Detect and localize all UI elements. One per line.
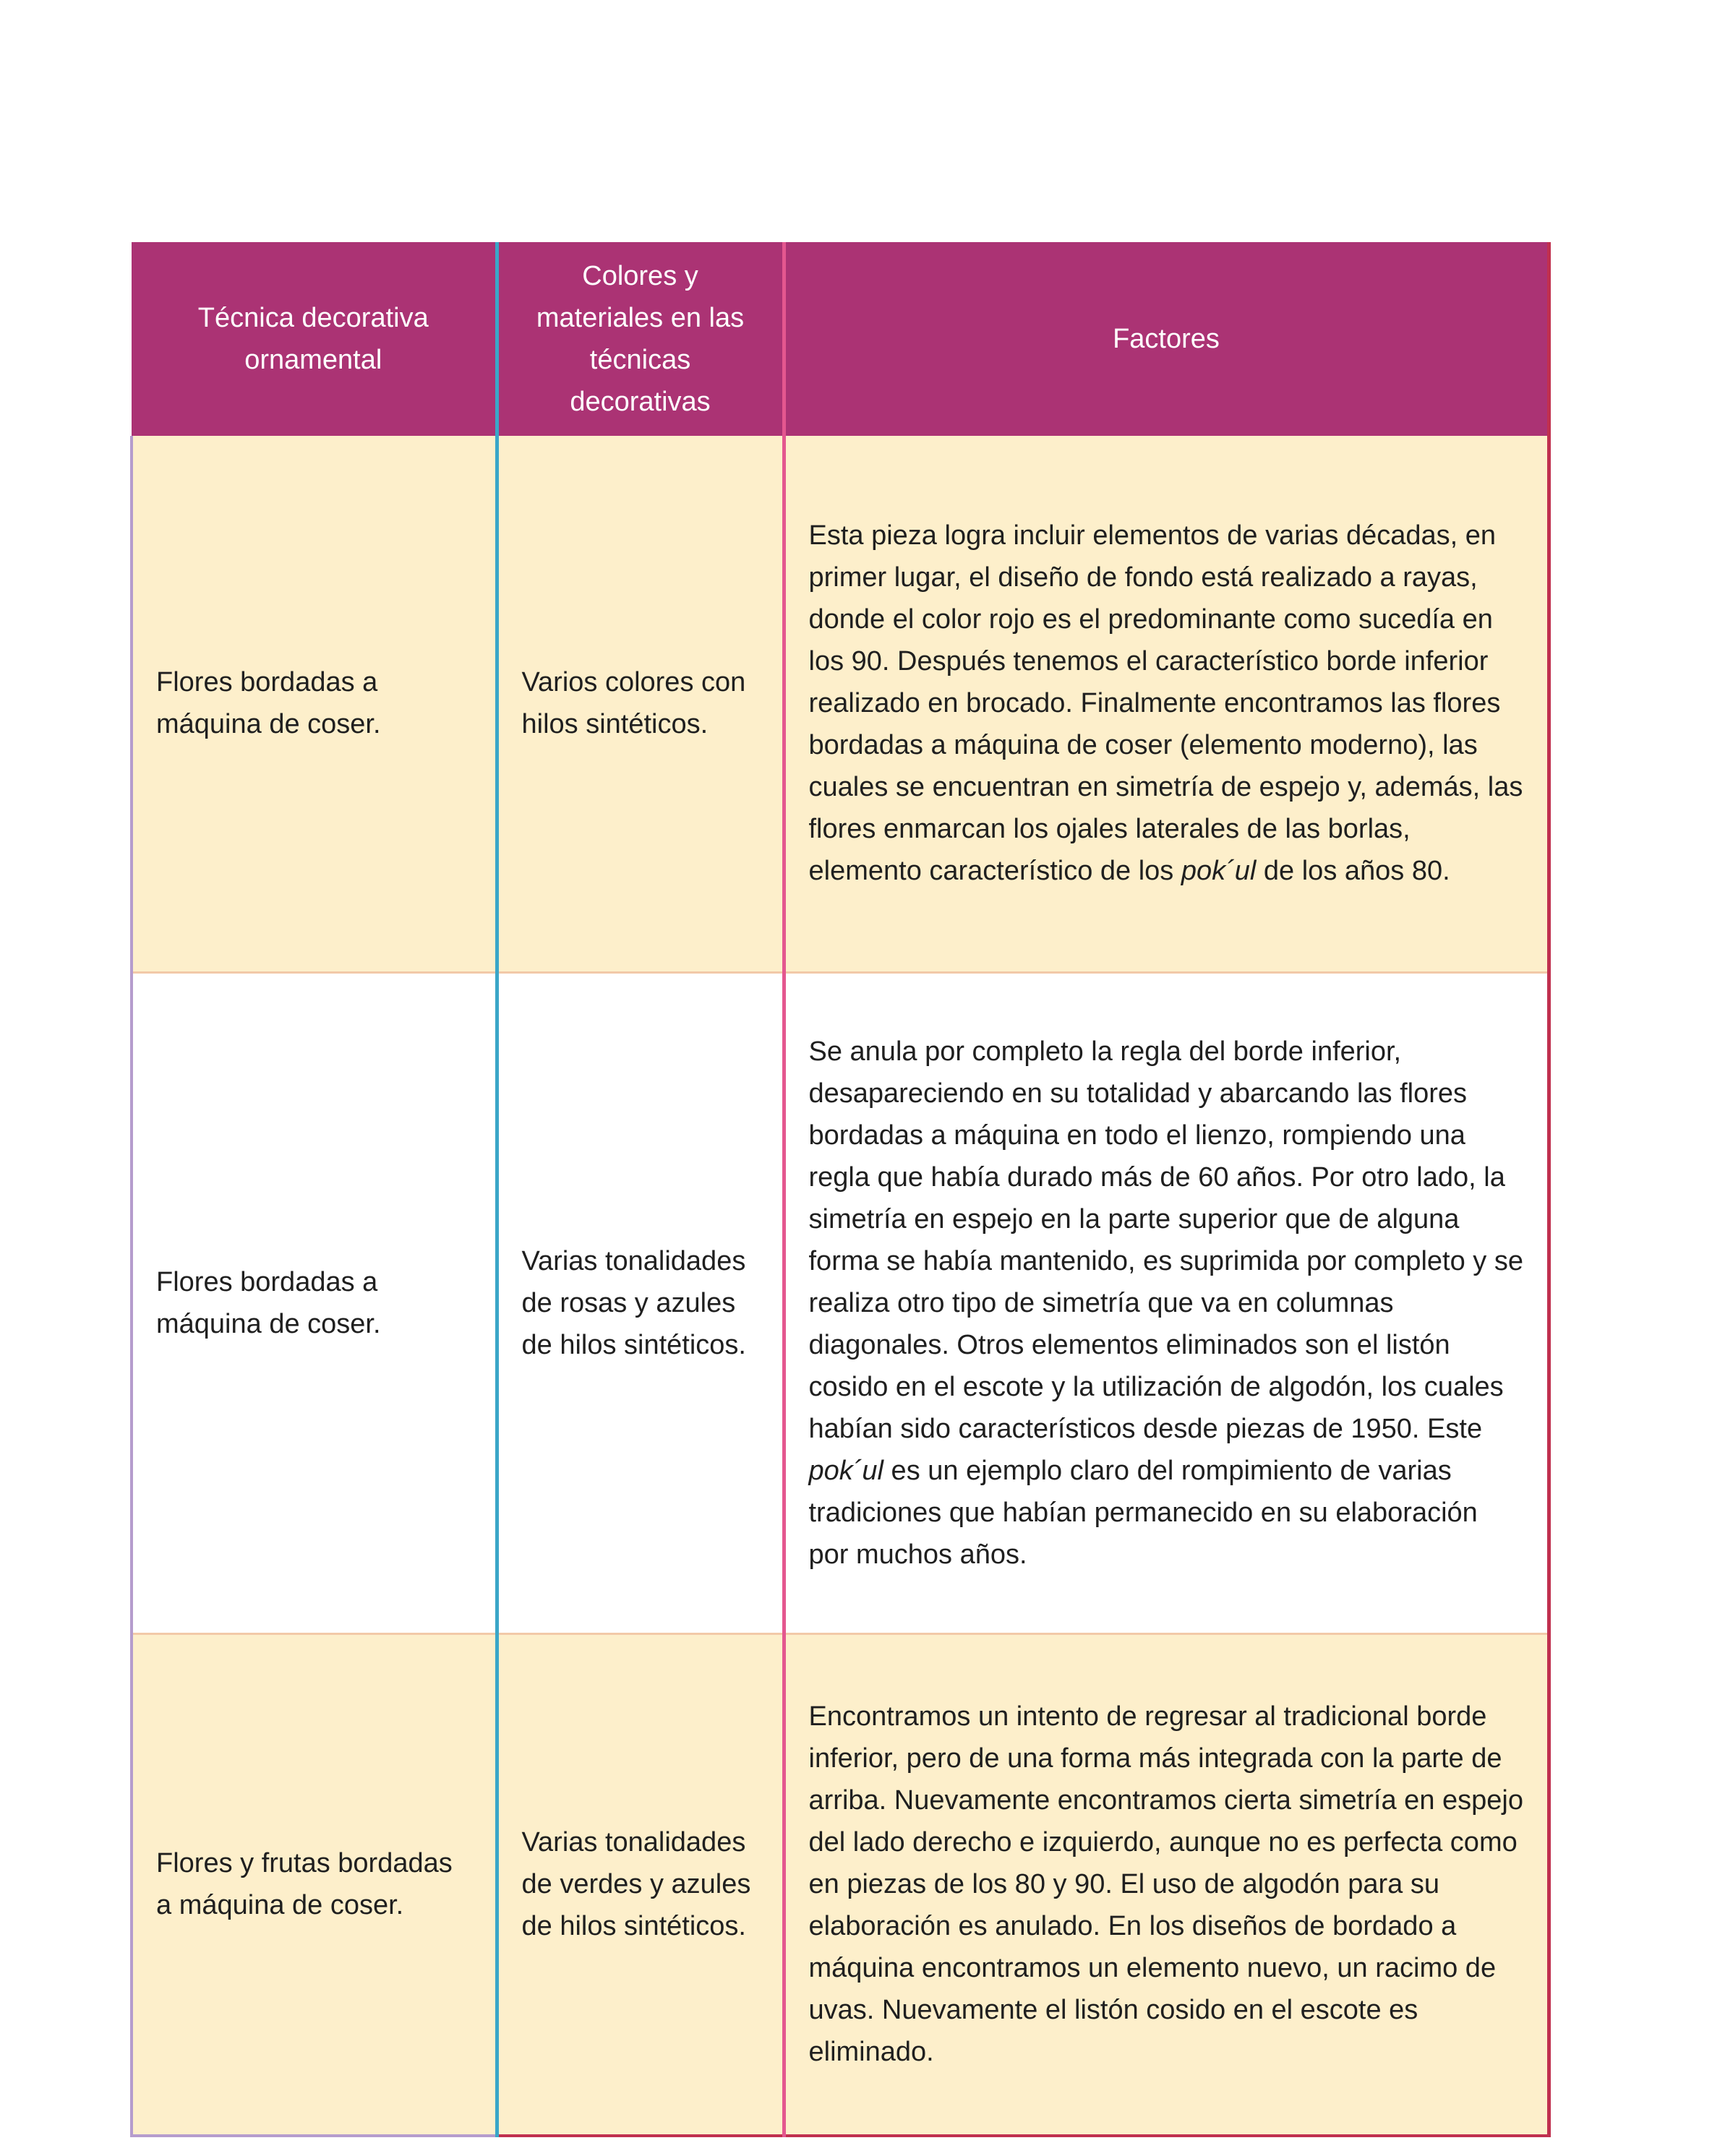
cell-colores: Varios colores con hilos sintéticos. bbox=[497, 436, 784, 972]
factores-italic-term: pok´ul bbox=[1181, 856, 1257, 887]
header-tecnica: Técnica decorativa ornamental bbox=[132, 242, 497, 436]
factores-text-part: Se anula por completo la regla del borde inferior, desapareciendo en su totalidad y abarcando las flores bordadas a máquina en todo el lienzo, rompiendo una regla que había durado más de 60 años. Por otro lado, la simetría en espejo en la parte superior que de alguna forma se había mantenido, es suprimida por completo y se realiza otro tipo de simetría que va en columnas diagonales. Otros elementos eliminados son el listón cosido en el escote y la utilización de algodón, los cuales habían sido característicos desde piezas de 1950. Este bbox=[808, 1036, 1524, 1444]
header-factores: Factores bbox=[784, 242, 1549, 436]
factores-text-part: es un ejemplo claro del rompimiento de varias tradiciones que habían permanecido en su elaboración por muchos años. bbox=[808, 1455, 1478, 1570]
table-header-row bbox=[132, 242, 1549, 436]
factores-text: Encontramos un intento de regresar al tradicional borde inferior, pero de una forma más integrada con la parte de arriba. Nuevamente encontramos cierta simetría en espejo del lado derecho e izquierdo, aunque no es perfecta como en piezas de los 80 y 90. El uso de algodón para su elaboración es anulado. En los diseños de bordado a máquina encontramos un elemento nuevo, un racimo de uvas. Nuevamente el listón cosido en el escote es eliminado. bbox=[808, 1701, 1523, 2068]
cell-factores bbox=[784, 1633, 1549, 2136]
factores-italic-term: pok´ul bbox=[808, 1455, 883, 1486]
cell-colores: Varias tonalidades de verdes y azules de hilos sintéticos. bbox=[497, 1633, 784, 2136]
table-container bbox=[130, 242, 1547, 2136]
cell-colores: Varias tonalidades de rosas y azules de hilos sintéticos. bbox=[497, 972, 784, 1633]
cell-tecnica: Flores bordadas a máquina de coser. bbox=[132, 436, 497, 972]
factores-text-part: Esta pieza logra incluir elementos de varias décadas, en primer lugar, el diseño de fondo está realizado a rayas, donde el color rojo es el predominante como sucedía en los 90. Después tenemos el característico borde inferior realizado en brocado. Finalmente encontramos las flores bordadas a máquina de coser (elemento moderno), las cuales se encuentran en simetría de espejo y, además, las flores enmarcan los ojales laterales de las borlas, elemento característico de los bbox=[808, 520, 1523, 887]
table-row bbox=[132, 436, 1549, 972]
cell-tecnica: Flores y frutas bordadas a máquina de coser. bbox=[132, 1633, 497, 2136]
factores-text bbox=[809, 1031, 1524, 1576]
cell-tecnica: Flores bordadas a máquina de coser. bbox=[132, 972, 497, 1633]
cell-factores bbox=[784, 972, 1549, 1633]
cell-factores bbox=[784, 436, 1549, 972]
header-colores: Colores y materiales en las técnicas decorativas bbox=[497, 242, 784, 436]
table-row bbox=[132, 972, 1549, 1633]
decorative-techniques-table bbox=[130, 242, 1551, 2137]
factores-text bbox=[809, 515, 1524, 892]
factores-text-part: de los años 80. bbox=[1256, 856, 1450, 887]
table-row bbox=[132, 1633, 1549, 2136]
